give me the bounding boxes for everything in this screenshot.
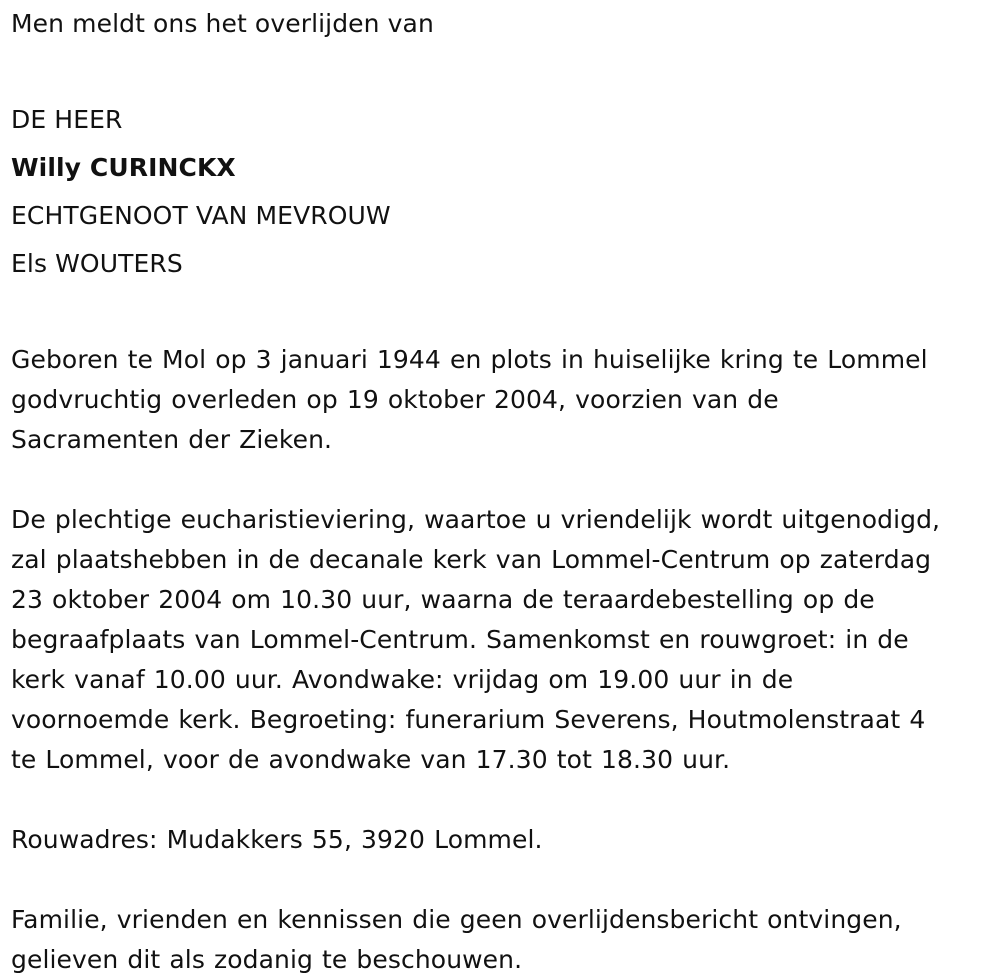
intro-text: Men meldt ons het overlijden van	[11, 9, 434, 38]
address-paragraph: Rouwadres: Mudakkers 55, 3920 Lommel.	[11, 825, 543, 854]
death-notice	[11, 0, 991, 980]
spacer	[11, 780, 991, 820]
birth-death-paragraph: Geboren te Mol op 3 januari 1944 en plots in huiselijke kring te Lommel godvruchtig overleden op 19 oktober 2004, voorzien van de Sacramenten der Zieken.	[11, 345, 928, 454]
spacer	[11, 48, 991, 96]
spouse-name: Els WOUTERS	[11, 249, 183, 278]
closing-paragraph: Familie, vrienden en kennissen die geen overlijdensbericht ontvingen, gelieven dit als zodanig te beschouwen.	[11, 905, 902, 974]
relation-text: ECHTGENOOT VAN MEVROUW	[11, 201, 391, 230]
deceased-name: Willy CURINCKX	[11, 153, 236, 182]
spacer	[11, 460, 991, 500]
spacer	[11, 860, 991, 900]
honorific: DE HEER	[11, 105, 123, 134]
ceremony-paragraph: De plechtige eucharistieviering, waartoe u vriendelijk wordt uitgenodigd, zal plaatshebben in de decanale kerk van Lommel-Centrum op zaterdag 23 oktober 2004 om 10.30 uur, waarna de teraardebestelling op de begraafplaats van Lommel-Centrum. Samenkomst en rouwgroet: in de kerk vanaf 10.00 uur. Avondwake: vrijdag om 19.00 uur in de voornoemde kerk. Begroeting: funerarium Severens, Houtmolenstraat 4 te Lommel, voor de avondwake van 17.30 tot 18.30 uur.	[11, 505, 941, 774]
spacer	[11, 288, 991, 340]
